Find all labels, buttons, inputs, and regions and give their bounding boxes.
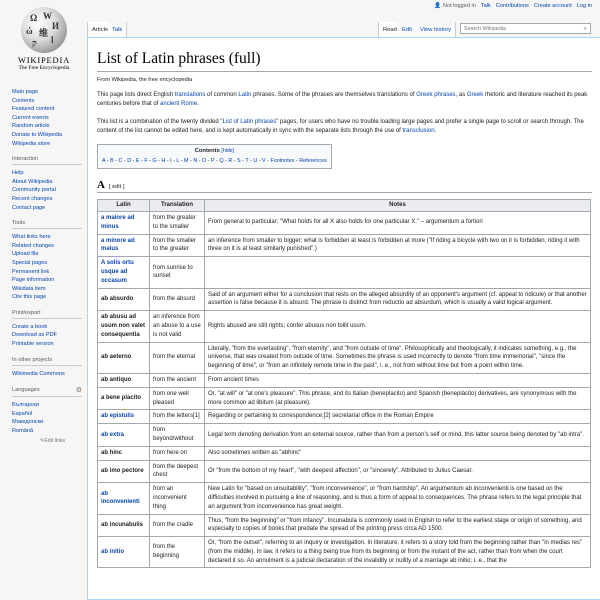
tab-edit[interactable] <box>398 22 417 37</box>
table-row <box>98 342 591 373</box>
personal-tools <box>434 3 592 9</box>
table-row <box>98 460 591 483</box>
sidebar-item-help[interactable]: Help <box>12 170 24 177</box>
search-input[interactable] <box>460 23 591 34</box>
toc-separator: - <box>240 158 246 165</box>
toc-link[interactable]: F <box>144 158 148 165</box>
not-logged-in <box>434 3 476 9</box>
table-row <box>98 373 591 387</box>
site-subtitle: From Wikipedia, the free encyclopedia <box>97 77 193 83</box>
toc-link[interactable]: V <box>262 158 266 165</box>
toc-link[interactable]: A <box>102 158 106 165</box>
intro-paragraph-1 <box>97 91 592 110</box>
toc-link[interactable]: S <box>237 158 241 165</box>
toc-link[interactable]: I <box>170 158 172 165</box>
table-row <box>98 410 591 424</box>
cell-notes: New Latin for "based on unsuitability", "from inconvenience", or "from hardship". An argumentum ab inconvenienti is one based on the difficulties involved in pursuing a line of reasoning, and is thus a form of appeal to consequences. The phrase refers to the legal principle that an argument from inconvenience has great weight. <box>205 483 591 514</box>
latin-phrase: ab hinc <box>101 449 123 456</box>
sidebar-item-wikidata-item[interactable]: Wikidata item <box>12 285 46 292</box>
latin-phrase-link[interactable]: A solis ortu usque ad occasum <box>101 260 134 284</box>
greek-phrases-link[interactable]: Greek phrases <box>416 92 456 98</box>
toc-separator: - <box>156 158 162 165</box>
sidebar-item-create-book[interactable]: Create a book <box>12 323 48 330</box>
cell-notes: Or, "at will" or "at one's pleasure". This phrase, and its Italian (beneplacito) and Spanish (beneplácito) derivatives, are synonymous with the more common ad libitum (at pleasure). <box>205 387 591 410</box>
cell-latin <box>98 460 150 483</box>
toc-link[interactable]: T <box>245 158 249 165</box>
latin-phrase: ab incunabulis <box>101 521 144 528</box>
tab-read-label: Read <box>383 27 397 33</box>
column-header-latin: Latin <box>98 200 150 212</box>
sidebar-item-main-page[interactable]: Main page <box>12 89 39 95</box>
sidebar-nav <box>12 88 82 148</box>
translations-link[interactable]: translations <box>174 92 206 98</box>
table-row <box>98 311 591 342</box>
sidebar-heading-tools[interactable]: Tools <box>12 220 82 229</box>
cell-translation: from the absurd <box>150 288 205 311</box>
tab-view-history[interactable] <box>416 22 456 37</box>
latin-phrase-link[interactable]: a minore ad maius <box>101 237 135 253</box>
toc-separator: - <box>171 158 177 165</box>
latin-phrase: ab absurdo <box>101 295 134 302</box>
globe-icon: Ω W И ώ 维 ا ק <box>21 7 67 53</box>
toc-link[interactable]: D <box>127 158 132 165</box>
cell-latin <box>98 288 150 311</box>
cell-translation: from the smaller to the greater <box>150 234 205 257</box>
cell-notes: Rights abused are still rights; confer abusus non tollit usum. <box>205 311 591 342</box>
text: . <box>197 101 199 108</box>
talk-link[interactable]: Talk <box>480 3 491 9</box>
table-of-contents <box>97 144 332 169</box>
toc-link[interactable]: Q <box>219 158 224 165</box>
toc-separator: - <box>232 158 238 165</box>
column-header-translation: Translation <box>150 200 205 212</box>
toc-separator: - <box>248 158 254 165</box>
logo-tagline: The Free Encyclopedia <box>18 65 70 71</box>
toc-link[interactable]: References <box>299 158 327 165</box>
toc-separator: - <box>214 158 220 165</box>
search-placeholder: Search Wikipedia <box>464 26 506 32</box>
cell-notes: From ancient times <box>205 373 591 387</box>
cell-latin <box>98 537 150 568</box>
latin-phrase: ab abusu ad usum non valet consequentia <box>101 314 146 338</box>
table-row <box>98 387 591 410</box>
sidebar-heading-languages <box>12 386 82 397</box>
sidebar-item-lang-mk[interactable]: Македонски <box>12 419 44 426</box>
table-row <box>98 424 591 447</box>
cell-notes: Thus, "from the beginning" or "from infancy". Incunabula is commonly used in English to refer to the earliest stage or origin of something, and especially to copies of books that predate the spread of the printing press circa AD 1500. <box>205 514 591 537</box>
toc-separator: - <box>147 158 153 165</box>
cell-notes: From general to particular; "What holds for all X also holds for one particular X." – argumentum a fortiori <box>205 211 591 234</box>
latin-phrase-link[interactable]: a maiore ad minus <box>101 214 135 230</box>
cell-notes: Or, "from the outset", referring to an inquiry or investigation. In literature, it refers to a story told from the beginning rather than "in medias res" (from the middle). In law, it refers to a thing being true from its beginning or from the instant of the act, rather than from when the court declared it so. An annulment is a judicial declaration of the invalidity or nullity of a marriage ab initio; i. e., that the <box>205 537 591 568</box>
tab-edit-label: Edit <box>402 27 412 33</box>
table-row <box>98 211 591 234</box>
toc-link[interactable]: H <box>161 158 166 165</box>
toc-link[interactable]: G <box>152 158 157 165</box>
cell-translation: from here on <box>150 446 205 460</box>
cell-translation: from the deepest chest <box>150 460 205 483</box>
cell-latin <box>98 387 150 410</box>
list-of-latin-phrases-link[interactable]: List of Latin phrases <box>222 118 277 125</box>
cell-latin <box>98 446 150 460</box>
wikipedia-logo[interactable] <box>0 0 88 80</box>
toc-hide-toggle[interactable]: [hide] <box>221 148 235 155</box>
table-header-row <box>98 200 591 212</box>
text: This page lists direct English <box>97 92 175 98</box>
cell-translation: from an inconvenient thing <box>150 483 205 514</box>
sidebar-item-contents[interactable]: Contents <box>12 97 35 104</box>
cell-latin <box>98 211 150 234</box>
latin-phrase: ab antiquo <box>101 376 132 383</box>
toc-separator: - <box>223 158 229 165</box>
sidebar-heading-print[interactable]: Print/export <box>12 310 82 319</box>
tab-talk-label: Talk <box>112 27 123 33</box>
toc-link[interactable]: L <box>176 158 180 165</box>
latin-phrase-link[interactable]: ab extra <box>101 431 125 438</box>
latin-link[interactable]: Latin <box>238 92 252 98</box>
gear-icon[interactable]: ⚙ <box>75 387 82 395</box>
section-title: A <box>97 179 105 192</box>
languages-label[interactable]: Languages <box>12 387 40 394</box>
toc-separator: - <box>131 158 136 165</box>
toc-link[interactable]: E <box>135 158 140 165</box>
toc-separator: - <box>179 158 185 165</box>
latin-phrase: a bene placito <box>101 395 142 402</box>
toc-title-row <box>102 148 327 154</box>
cell-translation: an inference from an abuse to a use is not valid <box>150 311 205 342</box>
text: , as <box>455 92 467 98</box>
sidebar <box>12 88 82 444</box>
toc-link[interactable]: U <box>253 158 258 165</box>
content-area <box>87 37 600 600</box>
cell-notes: Literally, "from the everlasting", "from eternity", and "from outside of time". Philosophically and theologically, it indicates something, e.g., the universe, that was created from outside of time. Sometimes the phrase is used incorrectly to denote "from time immemorial", "since the beginning of time", or "from an infinitely remote time in the past", i. e., not from without time but from a point within time. <box>205 342 591 373</box>
cell-translation: from one well pleased <box>150 387 205 410</box>
sidebar-item-related-changes[interactable]: Related changes <box>12 242 54 249</box>
tab-talk[interactable] <box>108 22 127 37</box>
toc-link[interactable]: R <box>228 158 233 165</box>
sidebar-item-lang-bg[interactable]: Български <box>12 402 39 409</box>
sidebar-item-printable-version[interactable]: Printable version <box>12 341 54 348</box>
cell-latin <box>98 424 150 447</box>
cell-translation: from the beginning <box>150 537 205 568</box>
toc-link[interactable]: O <box>202 158 207 165</box>
sidebar-item-special-pages[interactable]: Special pages <box>12 259 48 266</box>
cell-latin <box>98 234 150 257</box>
toc-links <box>102 158 327 164</box>
sidebar-item-what-links-here[interactable]: What links here <box>12 234 51 241</box>
sidebar-item-upload-file[interactable]: Upload file <box>12 251 39 258</box>
toc-title: Contents <box>194 148 220 155</box>
text: . <box>434 127 437 134</box>
toc-link[interactable]: P <box>211 158 215 165</box>
cell-translation: from beyond/without <box>150 424 205 447</box>
text: of common <box>205 92 239 98</box>
toc-separator: - <box>113 158 119 165</box>
logo-wordmark: WIKIPEDIA <box>17 55 71 65</box>
cell-translation: from the greater to the smaller <box>150 211 205 234</box>
cell-translation: from the letters[1] <box>150 410 205 424</box>
sidebar-item-lang-ro[interactable]: Română <box>12 428 34 435</box>
section-heading-a <box>97 179 592 193</box>
sidebar-heading-projects[interactable]: In other projects <box>12 357 82 366</box>
sidebar-item-permanent-link[interactable]: Permanent link <box>12 268 50 275</box>
intro-paragraph-2 <box>97 118 592 137</box>
table-row <box>98 446 591 460</box>
toc-separator: - <box>206 158 212 165</box>
toc-separator: - <box>165 158 171 165</box>
toc-link[interactable]: C <box>118 158 123 165</box>
ancient-rome-link[interactable]: ancient Rome <box>160 101 198 108</box>
cell-notes: Or "from the bottom of my heart", "with deepest affection", or "sincerely". Attributed to Julius Caesar. <box>205 460 591 483</box>
sidebar-item-featured-content[interactable]: Featured content <box>12 106 55 113</box>
page-title: List of Latin phrases (full) <box>97 50 592 72</box>
text: This list is a combination of the twenty divided " <box>97 118 223 125</box>
cell-latin <box>98 342 150 373</box>
cell-notes: Also sometimes written as "abhinc" <box>205 446 591 460</box>
cell-notes: an inference from smaller to bigger; what is forbidden at least is forbidden at more ("If riding a bicycle with two on it is forbidden, riding it with three on it is at least similarly punished".) <box>205 234 591 257</box>
section-edit-link[interactable]: [ edit ] <box>108 184 125 191</box>
create-account-link[interactable]: Create account <box>533 3 572 9</box>
toc-separator: - <box>105 158 111 165</box>
cell-latin <box>98 311 150 342</box>
not-logged-in-label: Not logged in <box>442 3 476 9</box>
toc-link[interactable]: M <box>184 158 189 165</box>
cell-latin <box>98 410 150 424</box>
sidebar-item-page-information[interactable]: Page information <box>12 277 55 284</box>
toc-separator: - <box>139 158 145 165</box>
sidebar-item-cite-this-page[interactable]: Cite this page <box>12 294 47 301</box>
phrases-table <box>97 199 591 568</box>
edit-links-link[interactable]: ✎Edit links <box>40 437 66 444</box>
cell-latin <box>98 514 150 537</box>
cell-translation: from the eternal <box>150 342 205 373</box>
sidebar-item-recent-changes[interactable]: Recent changes <box>12 195 53 202</box>
cell-notes: Legal term denoting derivation from an external source, rather than from a person's self or mind, this latter source being denoted by "ab intra". <box>205 424 591 447</box>
cell-notes: Regarding or pertaining to correspondence;[2] secretarial office in the Roman Empire <box>205 410 591 424</box>
sidebar-item-about[interactable]: About Wikipedia <box>12 178 53 185</box>
tab-article-label: Article <box>92 27 109 33</box>
contributions-link[interactable]: Contributions <box>495 3 529 9</box>
toc-link[interactable]: Footnotes <box>270 158 295 165</box>
log-in-link[interactable]: Log in <box>576 3 592 9</box>
sidebar-item-store[interactable]: Wikipedia store <box>12 140 51 147</box>
cell-latin <box>98 483 150 514</box>
table-row <box>98 234 591 257</box>
cell-latin <box>98 257 150 288</box>
cell-translation: from the ancient <box>150 373 205 387</box>
table-row <box>98 514 591 537</box>
sidebar-item-lang-es[interactable]: Español <box>12 410 33 417</box>
table-row <box>98 288 591 311</box>
latin-phrase-link[interactable]: ab initio <box>101 548 124 555</box>
cell-translation: from the cradle <box>150 514 205 537</box>
text: " pages, for users who have no trouble loading large pages and prefer a single page to scroll or search through. The content of the list cannot be edited here, and is kept automatically in sync with the separate lists through the use of <box>97 118 584 134</box>
sidebar-item-download-pdf[interactable]: Download as PDF <box>12 332 58 339</box>
cell-translation: from sunrise to sunset <box>150 257 205 288</box>
latin-phrase: ab aeterno <box>101 354 132 361</box>
toc-separator: - <box>197 158 203 165</box>
toc-separator: - <box>188 158 194 165</box>
sidebar-item-wikimedia-commons[interactable]: Wikimedia Commons <box>12 370 65 377</box>
cell-latin <box>98 373 150 387</box>
text: rhetoric and literature reached its peak centuries before that of <box>97 92 588 108</box>
text: phrases. Some of the phrases are themselves translations of <box>251 92 417 98</box>
greek-link[interactable]: Greek <box>466 92 484 98</box>
sidebar-item-random-article[interactable]: Random article <box>12 123 50 130</box>
latin-phrase: ab imo pectore <box>101 467 144 474</box>
latin-phrase-link[interactable]: ab inconvenienti <box>101 490 140 506</box>
table-row <box>98 483 591 514</box>
toc-link[interactable]: B <box>110 158 114 165</box>
table-row <box>98 537 591 568</box>
user-icon: 👤 <box>434 3 442 9</box>
search-icon[interactable]: ⌕ <box>583 26 587 32</box>
column-header-notes: Notes <box>205 200 591 212</box>
cell-notes <box>205 257 591 288</box>
toc-separator: - <box>257 158 263 165</box>
tab-history-label: View history <box>420 27 452 33</box>
sidebar-item-current-events[interactable]: Current events <box>12 114 49 121</box>
toc-separator: - <box>122 158 128 165</box>
sidebar-heading-interaction[interactable]: Interaction <box>12 156 82 165</box>
latin-phrase-link[interactable]: ab epistulis <box>101 413 135 420</box>
transclusion-link[interactable]: transclusion <box>402 127 435 134</box>
sidebar-item-contact-page[interactable]: Contact page <box>12 204 46 211</box>
table-row <box>98 257 591 288</box>
sidebar-item-donate[interactable]: Donate to Wikipedia <box>12 131 63 138</box>
toc-separator: - <box>294 158 300 165</box>
sidebar-item-community-portal[interactable]: Community portal <box>12 187 56 194</box>
cell-notes: Said of an argument either for a conclusion that rests on the alleged absurdity of an opponent's argument (cf. appeal to ridicule) or that another assertion is false because it is absurd. The phrase is distinct from reductio ad absurdum, which is usually a valid logical argument. <box>205 288 591 311</box>
toc-separator: - <box>265 158 271 165</box>
toc-link[interactable]: N <box>193 158 198 165</box>
